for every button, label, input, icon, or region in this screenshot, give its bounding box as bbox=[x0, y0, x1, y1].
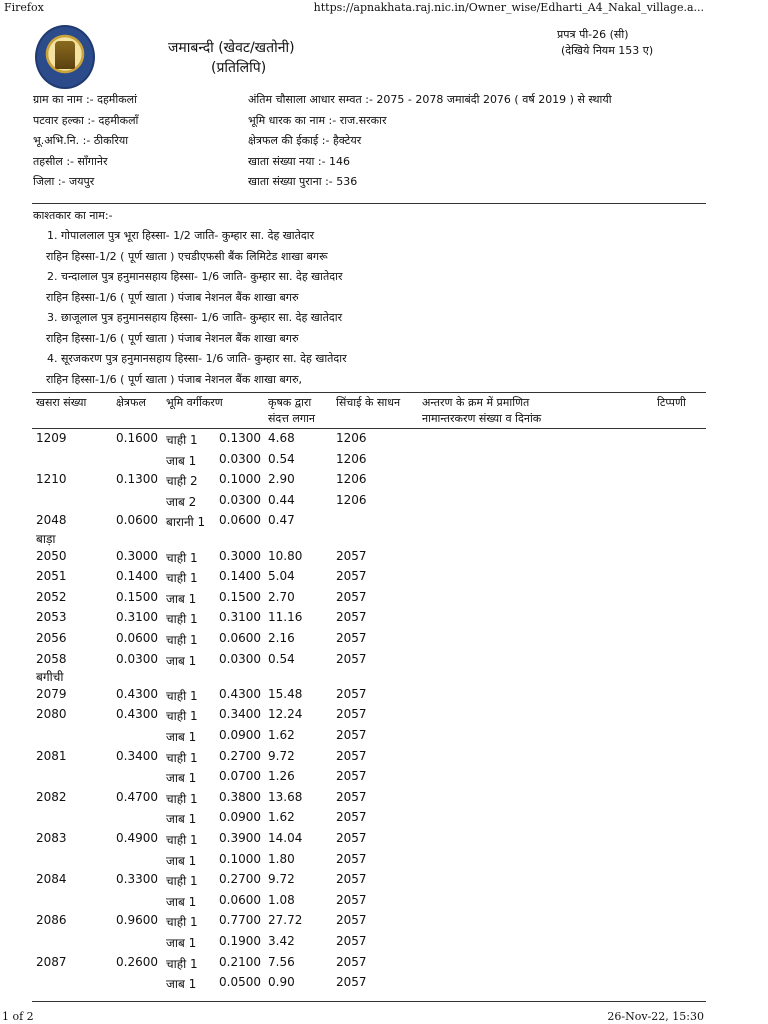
class-area: 0.0300 bbox=[219, 451, 261, 466]
class-area: 0.0900 bbox=[219, 728, 261, 742]
khata-info-line: खाता संख्या नया :- 146 bbox=[248, 154, 351, 168]
irrigation-source: 2057 bbox=[336, 769, 367, 784]
irrigation-source: 2057 bbox=[336, 610, 367, 625]
rule-reference: (देखिये नियम 153 ए) bbox=[561, 44, 654, 57]
class-area: 0.3900 bbox=[219, 831, 261, 845]
irrigation-source: 1206 bbox=[336, 492, 367, 507]
irrigation-source: 2057 bbox=[336, 651, 367, 666]
khasra-area: 0.0600 bbox=[116, 513, 158, 528]
rent-amount: 0.47 bbox=[268, 513, 295, 528]
class-area: 0.2100 bbox=[219, 954, 261, 969]
irrigation-source: 2057 bbox=[336, 548, 367, 563]
village-info-line: ग्राम का नाम :- दहमीकलां bbox=[33, 93, 137, 106]
rent-amount: 4.68 bbox=[268, 431, 295, 445]
khasra-number: 2058 bbox=[36, 651, 67, 666]
rent-amount: 1.80 bbox=[268, 851, 295, 866]
class-area: 0.0300 bbox=[219, 492, 261, 507]
class-area: 0.3000 bbox=[219, 548, 261, 563]
land-class: चाही 1 bbox=[166, 874, 198, 889]
class-area: 0.7700 bbox=[219, 913, 261, 928]
land-class: चाही 1 bbox=[166, 433, 198, 447]
khasra-area: 0.1600 bbox=[116, 431, 158, 445]
col-header-khasra: खसरा संख्या bbox=[36, 396, 87, 409]
divider bbox=[32, 392, 706, 393]
form-number: प्रपत्र पी-26 (सी) bbox=[557, 28, 629, 41]
land-class: चाही 1 bbox=[166, 571, 198, 586]
cultivator-line: राहिन हिस्सा-1/6 ( पूर्ण खाता ) पंजाब नेशनल बैंक शाखा बगरु, bbox=[46, 372, 303, 386]
village-info-line: तहसील :- साँगानेर bbox=[33, 154, 108, 168]
khasra-area: 0.1400 bbox=[116, 569, 158, 584]
irrigation-source: 2057 bbox=[336, 789, 367, 804]
rent-amount: 27.72 bbox=[268, 913, 303, 928]
rent-amount: 2.70 bbox=[268, 589, 295, 604]
divider bbox=[32, 428, 706, 429]
land-class: चाही 1 bbox=[166, 709, 198, 724]
cultivator-line: 4. सूरजकरण पुत्र हनुमानसहाय हिस्सा- 1/6 जाति- कुम्हार सा. देह खातेदार bbox=[47, 352, 347, 365]
class-area: 0.0600 bbox=[219, 631, 261, 645]
irrigation-source: 2057 bbox=[336, 707, 367, 722]
cultivator-line: राहिन हिस्सा-1/6 ( पूर्ण खाता ) पंजाब नेशनल बैंक शाखा बगरु bbox=[46, 290, 299, 304]
irrigation-source: 2057 bbox=[336, 748, 367, 763]
rent-amount: 1.62 bbox=[268, 728, 295, 742]
land-class: जाब 1 bbox=[166, 894, 197, 909]
rent-amount: 1.62 bbox=[268, 810, 295, 825]
khasra-number: 2084 bbox=[36, 872, 67, 887]
khasra-number: 2048 bbox=[36, 513, 67, 528]
irrigation-source: 1206 bbox=[336, 451, 367, 466]
col-header-area: क्षेत्रफल bbox=[116, 396, 146, 409]
khasra-number: 2051 bbox=[36, 569, 67, 584]
rent-amount: 14.04 bbox=[268, 831, 303, 845]
doc-title: जमाबन्दी (खेवट/खतोनी) bbox=[168, 40, 295, 56]
rent-amount: 0.90 bbox=[268, 975, 295, 990]
rent-amount: 9.72 bbox=[268, 872, 295, 887]
irrigation-source: 1206 bbox=[336, 472, 367, 487]
cultivator-line: राहिन हिस्सा-1/2 ( पूर्ण खाता ) एचडीएफसी बैंक लिमिटेड शाखा बगरू bbox=[46, 249, 328, 263]
rent-amount: 7.56 bbox=[268, 954, 295, 969]
land-class: जाब 1 bbox=[166, 771, 197, 786]
khasra-area: 0.4900 bbox=[116, 831, 158, 845]
class-area: 0.3400 bbox=[219, 707, 261, 722]
class-area: 0.1300 bbox=[219, 431, 261, 445]
khasra-area: 0.3000 bbox=[116, 548, 158, 563]
rent-amount: 1.08 bbox=[268, 892, 295, 907]
print-header-app-name: Firefox bbox=[4, 1, 44, 14]
col-header-remarks: टिप्पणी bbox=[657, 396, 686, 409]
class-area: 0.0900 bbox=[219, 810, 261, 825]
irrigation-source: 2057 bbox=[336, 934, 367, 948]
khasra-area: 0.3300 bbox=[116, 872, 158, 887]
land-class: चाही 1 bbox=[166, 750, 198, 765]
land-class: जाब 1 bbox=[166, 591, 197, 606]
khasra-area: 0.9600 bbox=[116, 913, 158, 928]
khasra-number: 1210 bbox=[36, 472, 67, 487]
land-class: जाब 1 bbox=[166, 977, 197, 992]
cultivator-line: 3. छाजूलाल पुत्र हनुमानसहाय हिस्सा- 1/6 जाति- कुम्हार सा. देह खातेदार bbox=[47, 311, 343, 324]
rent-amount: 12.24 bbox=[268, 707, 303, 722]
print-header-url: https://apnakhata.raj.nic.in/Owner_wise/Edharti_A4_Nakal_village.a... bbox=[313, 1, 704, 14]
class-area: 0.1500 bbox=[219, 589, 261, 604]
irrigation-source: 2057 bbox=[336, 589, 367, 604]
cultivator-heading: काश्तकार का नाम:- bbox=[33, 209, 113, 222]
print-footer-datetime: 26-Nov-22, 15:30 bbox=[607, 1010, 704, 1023]
irrigation-source: 2057 bbox=[336, 975, 367, 990]
khasra-note: बगीची bbox=[36, 670, 64, 685]
irrigation-source: 2057 bbox=[336, 851, 367, 866]
col-header-mutation-line2: नामान्तरकरण संख्या व दिनांक bbox=[422, 412, 542, 425]
rent-amount: 0.54 bbox=[268, 451, 295, 466]
class-area: 0.0600 bbox=[219, 892, 261, 907]
rent-amount: 10.80 bbox=[268, 548, 303, 563]
irrigation-source: 2057 bbox=[336, 954, 367, 969]
rent-amount: 3.42 bbox=[268, 934, 295, 948]
col-header-rent-line2: संदत्त लगान bbox=[268, 412, 315, 425]
cultivator-line: राहिन हिस्सा-1/6 ( पूर्ण खाता ) पंजाब नेशनल बैंक शाखा बगरु bbox=[46, 331, 299, 345]
irrigation-source: 2057 bbox=[336, 686, 367, 701]
khasra-area: 0.1300 bbox=[116, 472, 158, 487]
land-class: जाब 1 bbox=[166, 936, 197, 950]
khasra-number: 2080 bbox=[36, 707, 67, 722]
class-area: 0.4300 bbox=[219, 686, 261, 701]
khata-info-line: अंतिम चौसाला आधार सम्वत :- 2075 - 2078 जमाबंदी 2076 ( वर्ष 2019 ) से स्थायी bbox=[248, 93, 612, 106]
irrigation-source: 2057 bbox=[336, 872, 367, 887]
land-class: जाब 1 bbox=[166, 653, 197, 668]
class-area: 0.1000 bbox=[219, 472, 261, 487]
khasra-number: 2087 bbox=[36, 954, 67, 969]
class-area: 0.1900 bbox=[219, 934, 261, 948]
doc-subtitle: (प्रतिलिपि) bbox=[211, 60, 267, 76]
irrigation-source: 2057 bbox=[336, 631, 367, 645]
print-footer-page-number: 1 of 2 bbox=[2, 1010, 34, 1023]
land-class: चाही 2 bbox=[166, 474, 198, 489]
irrigation-source: 2057 bbox=[336, 913, 367, 928]
khasra-number: 2056 bbox=[36, 631, 67, 645]
land-class: जाब 1 bbox=[166, 853, 197, 868]
irrigation-source: 2057 bbox=[336, 810, 367, 825]
irrigation-source: 2057 bbox=[336, 569, 367, 584]
rent-amount: 0.54 bbox=[268, 651, 295, 666]
irrigation-source: 2057 bbox=[336, 892, 367, 907]
khasra-area: 0.0300 bbox=[116, 651, 158, 666]
land-class: चाही 1 bbox=[166, 612, 198, 627]
khasra-number: 2050 bbox=[36, 548, 67, 563]
rent-amount: 11.16 bbox=[268, 610, 303, 625]
divider bbox=[32, 1001, 706, 1002]
class-area: 0.0600 bbox=[219, 513, 261, 528]
rent-amount: 5.04 bbox=[268, 569, 295, 584]
rent-amount: 9.72 bbox=[268, 748, 295, 763]
col-header-irrigation: सिंचाई के साधन bbox=[336, 396, 401, 409]
khasra-number: 2052 bbox=[36, 589, 67, 604]
khasra-number: 2081 bbox=[36, 748, 67, 763]
khasra-area: 0.3400 bbox=[116, 748, 158, 763]
khasra-number: 2082 bbox=[36, 789, 67, 804]
khasra-area: 0.4300 bbox=[116, 707, 158, 722]
class-area: 0.2700 bbox=[219, 748, 261, 763]
khasra-area: 0.1500 bbox=[116, 589, 158, 604]
khasra-area: 0.4300 bbox=[116, 686, 158, 701]
khasra-area: 0.4700 bbox=[116, 789, 158, 804]
class-area: 0.0700 bbox=[219, 769, 261, 784]
rent-amount: 13.68 bbox=[268, 789, 303, 804]
village-info-line: पटवार हल्का :- दहमीकलाँ bbox=[33, 113, 139, 127]
col-header-rent: कृषक द्वारा bbox=[268, 396, 312, 409]
khasra-number: 2053 bbox=[36, 610, 67, 625]
class-area: 0.3100 bbox=[219, 610, 261, 625]
land-class: जाब 2 bbox=[166, 494, 197, 509]
khasra-number: 1209 bbox=[36, 431, 67, 445]
khasra-number: 2079 bbox=[36, 686, 67, 701]
land-class: चाही 1 bbox=[166, 915, 198, 930]
rent-amount: 0.44 bbox=[268, 492, 295, 507]
land-class: जाब 1 bbox=[166, 730, 197, 744]
divider bbox=[32, 203, 706, 204]
class-area: 0.3800 bbox=[219, 789, 261, 804]
col-header-mutation: अन्तरण के क्रम में प्रमाणित bbox=[422, 396, 530, 409]
rent-amount: 1.26 bbox=[268, 769, 295, 784]
khata-info-line: भूमि धारक का नाम :- राज.सरकार bbox=[248, 113, 387, 127]
khasra-area: 0.2600 bbox=[116, 954, 158, 969]
khasra-area: 0.0600 bbox=[116, 631, 158, 645]
class-area: 0.0300 bbox=[219, 651, 261, 666]
irrigation-source: 1206 bbox=[336, 431, 367, 445]
class-area: 0.1400 bbox=[219, 569, 261, 584]
class-area: 0.1000 bbox=[219, 851, 261, 866]
class-area: 0.0500 bbox=[219, 975, 261, 990]
land-class: बारानी 1 bbox=[166, 515, 206, 530]
land-class: चाही 1 bbox=[166, 633, 198, 647]
khata-info-line: खाता संख्या पुराना :- 536 bbox=[248, 175, 358, 188]
land-class: जाब 1 bbox=[166, 812, 197, 827]
rent-amount: 15.48 bbox=[268, 686, 303, 701]
rent-amount: 2.16 bbox=[268, 631, 295, 645]
irrigation-source: 2057 bbox=[336, 728, 367, 742]
land-class: चाही 1 bbox=[166, 956, 198, 971]
cultivator-line: 2. चन्दालाल पुत्र हनुमानसहाय हिस्सा- 1/6 जाति- कुम्हार सा. देह खातेदार bbox=[47, 270, 343, 283]
khasra-number: 2083 bbox=[36, 831, 67, 845]
khasra-area: 0.3100 bbox=[116, 610, 158, 625]
rajasthan-govt-seal-icon bbox=[35, 25, 95, 89]
class-area: 0.2700 bbox=[219, 872, 261, 887]
land-class: चाही 1 bbox=[166, 833, 198, 847]
cultivator-line: 1. गोपाललाल पुत्र भूरा हिस्सा- 1/2 जाति- कुम्हार सा. देह खातेदार bbox=[47, 229, 315, 242]
land-class: चाही 1 bbox=[166, 550, 198, 565]
col-header-land-class: भूमि वर्गीकरण bbox=[166, 396, 223, 409]
village-info-line: जिला :- जयपुर bbox=[33, 175, 95, 188]
khata-info-line: क्षेत्रफल की ईकाई :- हैक्टेयर bbox=[248, 134, 362, 147]
rent-amount: 2.90 bbox=[268, 472, 295, 487]
land-class: चाही 1 bbox=[166, 688, 198, 703]
land-class: चाही 1 bbox=[166, 791, 198, 806]
land-class: जाब 1 bbox=[166, 453, 197, 468]
irrigation-source: 2057 bbox=[336, 831, 367, 845]
khasra-number: 2086 bbox=[36, 913, 67, 928]
khasra-note: बाड़ा bbox=[36, 532, 56, 546]
village-info-line: भू.अभि.नि. :- ठीकरिया bbox=[33, 134, 129, 147]
